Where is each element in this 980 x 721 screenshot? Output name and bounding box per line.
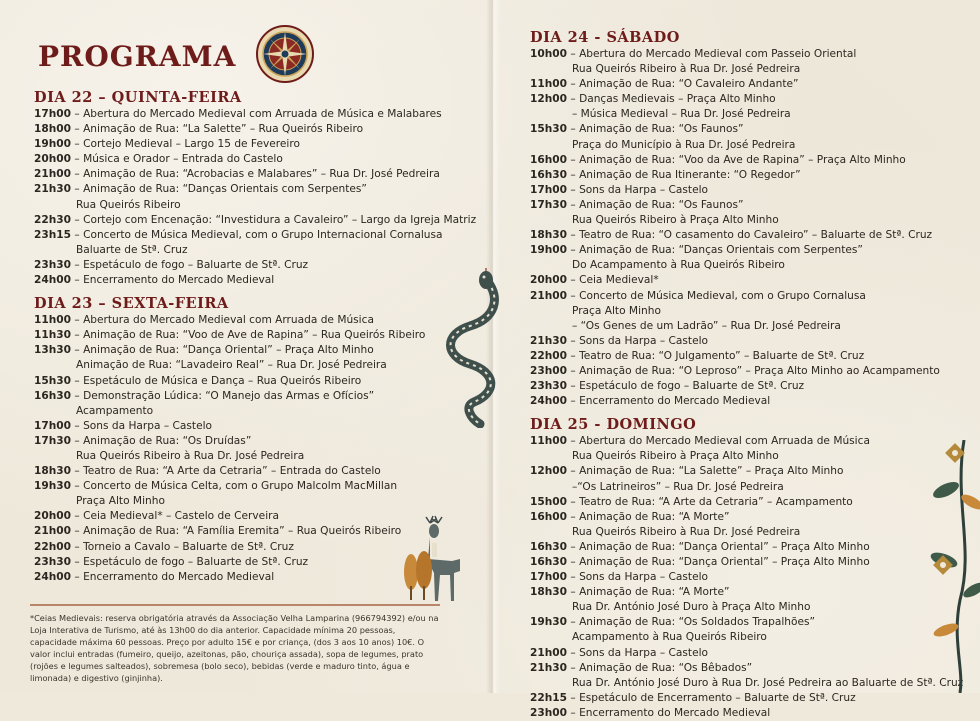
event-item: [530, 138, 960, 153]
event-text: Praça do Município à Rua Dr. José Pedreira: [572, 138, 796, 151]
event-time: 20h00: [530, 274, 568, 287]
event-text: – Animação de Rua: “Dança Oriental” – Praça Alto Minho: [567, 540, 870, 553]
event-text: Rua Queirós Ribeiro à Rua Dr. José Pedreira: [76, 449, 305, 462]
event-text: – Teatro de Rua: “O Julgamento” – Baluarte de Stª. Cruz: [567, 349, 865, 362]
event-text: – Abertura do Mercado Medieval com Passeio Oriental: [567, 48, 857, 60]
event-text: – Encerramento do Mercado Medieval: [71, 570, 275, 583]
event-text: – Espetáculo de Encerramento – Baluarte de Stª. Cruz: [567, 691, 856, 704]
event-text: – Animação de Rua: “Voo de Ave de Rapina” – Rua Queirós Ribeiro: [71, 329, 426, 342]
event-item: [34, 273, 474, 288]
event-item: [530, 540, 960, 555]
event-text: Rua Queirós Ribeiro à Rua Dr. José Pedreira: [572, 63, 801, 76]
event-text: – Animação de Rua: “Os Faunos”: [567, 123, 744, 136]
event-text: – Encerramento do Mercado Medieval: [567, 706, 771, 719]
event-text: Baluarte de Stª. Cruz: [76, 243, 188, 256]
event-text: – Sons da Harpa – Castelo: [567, 334, 709, 347]
event-text: – Ceia Medieval*: [567, 274, 659, 287]
day-heading: DIA 22 – QUINTA-FEIRA: [34, 89, 242, 106]
event-text: Praça Alto Minho: [572, 304, 661, 317]
leaf-branch-icon: [924, 440, 980, 693]
event-text: – Teatro de Rua: “A Arte da Cetraria” – Acampamento: [567, 495, 853, 508]
day-block-22: [34, 88, 477, 288]
event-list: [530, 47, 960, 409]
event-item: [530, 449, 960, 464]
event-item: [34, 107, 474, 122]
event-time: 23h30: [34, 258, 72, 271]
event-text: – Sons da Harpa – Castelo: [567, 646, 709, 659]
left-column: [34, 30, 477, 585]
event-time: 15h00: [530, 495, 568, 508]
event-time: 12h00: [530, 465, 568, 478]
event-text: Do Acampamento à Rua Queirós Ribeiro: [572, 259, 785, 272]
event-time: 17h00: [34, 419, 72, 432]
event-time: 16h30: [530, 540, 568, 553]
event-time: 23h00: [530, 364, 568, 377]
day-heading: DIA 24 - SÁBADO: [530, 29, 680, 46]
event-item: [34, 328, 474, 343]
event-text: – Animação de Rua: “Os Faunos”: [567, 198, 744, 211]
event-item: [34, 449, 474, 464]
event-text: – Animação de Rua: “Danças Orientais com Serpentes”: [71, 183, 367, 196]
event-text: – Abertura do Mercado Medieval com Arruada de Música: [71, 314, 374, 327]
event-text: Rua Dr. António José Duro à Praça Alto Minho: [572, 601, 811, 614]
event-text: – Animação de Rua: “Os Druídas”: [71, 434, 252, 447]
event-time: 16h30: [530, 556, 568, 568]
event-text: – Espetáculo de fogo – Baluarte de Stª. Cruz: [567, 380, 805, 393]
event-time: 15h30: [34, 374, 72, 387]
event-item: [530, 107, 960, 122]
event-item: [34, 228, 474, 243]
page-title: PROGRAMA: [38, 39, 237, 73]
event-text: Rua Queirós Ribeiro à Rua Dr. José Pedreira: [572, 525, 801, 538]
event-time: 21h00: [530, 289, 568, 302]
event-item: [530, 661, 960, 676]
event-item: [34, 313, 474, 328]
event-time: 18h30: [530, 229, 568, 242]
title-row: [38, 30, 474, 82]
event-time: 21h30: [34, 183, 72, 196]
event-text: Rua Queirós Ribeiro à Praça Alto Minho: [572, 450, 779, 463]
event-text: – “Os Genes de um Ladrão” – Rua Dr. José Pedreira: [572, 319, 841, 332]
event-time: 17h30: [34, 434, 72, 447]
event-item: [530, 258, 960, 273]
event-text: Rua Queirós Ribeiro: [76, 198, 181, 211]
event-item: [530, 92, 960, 107]
event-item: [530, 495, 960, 510]
event-item: [530, 228, 960, 243]
event-time: 16h00: [530, 510, 568, 523]
day-heading: DIA 23 – SEXTA-FEIRA: [34, 295, 229, 313]
event-item: [34, 358, 474, 373]
event-text: – Sons da Harpa – Castelo: [567, 183, 709, 196]
event-time: 11h00: [34, 314, 72, 327]
event-text: – Ceia Medieval* – Castelo de Cerveira: [71, 510, 279, 523]
event-time: 17h00: [34, 108, 72, 120]
event-text: – Animação de Rua: “La Salette” – Rua Queirós Ribeiro: [71, 123, 364, 136]
event-text: – Cortejo com Encenação: “Investidura a Cavaleiro” – Largo da Igreja Matriz: [71, 213, 477, 226]
event-text: – Animação de Rua: “Dança Oriental” – Praça Alto Minho: [567, 556, 870, 568]
event-item: [34, 479, 474, 494]
event-time: 21h30: [530, 661, 568, 674]
event-time: 23h30: [34, 555, 72, 568]
event-text: Rua Dr. António José Duro à Rua Dr. José Pedreira ao Baluarte de Stª. Cruz: [572, 676, 964, 689]
event-time: 18h30: [530, 586, 568, 599]
event-time: 23h00: [530, 706, 568, 719]
event-time: 15h30: [530, 123, 568, 136]
event-text: – Sons da Harpa – Castelo: [567, 571, 709, 584]
event-time: 16h30: [34, 389, 72, 402]
event-item: [530, 615, 960, 630]
event-text: – Encerramento do Mercado Medieval: [567, 395, 771, 408]
event-time: 22h00: [34, 540, 72, 553]
event-text: – Demonstração Lúdica: “O Manejo das Armas e Ofícios”: [71, 389, 375, 402]
event-time: 17h30: [530, 198, 568, 211]
event-item: [530, 122, 960, 137]
event-time: 12h00: [530, 93, 568, 106]
event-item: [530, 646, 960, 661]
event-item: [530, 379, 960, 394]
event-item: [34, 464, 474, 479]
event-time: 21h00: [530, 646, 568, 659]
event-text: Acampamento à Rua Queirós Ribeiro: [572, 631, 767, 644]
event-text: – Animação de Rua: “Dança Oriental” – Praça Alto Minho: [71, 344, 374, 357]
event-item: [530, 168, 960, 183]
event-text: – Sons da Harpa – Castelo: [71, 419, 213, 432]
event-item: [34, 152, 474, 167]
event-item: [530, 198, 960, 213]
snake-icon: [440, 268, 506, 428]
event-item: [530, 394, 960, 409]
event-text: – Música e Orador – Entrada do Castelo: [71, 153, 283, 166]
event-text: Praça Alto Minho: [76, 495, 165, 508]
compass-emblem-icon: [254, 23, 316, 85]
event-time: 16h00: [530, 153, 568, 166]
event-time: 21h00: [34, 525, 72, 538]
event-item: [530, 570, 960, 585]
event-item: [34, 137, 474, 152]
event-text: – Teatro de Rua: “A Arte da Cetraria” – Entrada do Castelo: [71, 465, 381, 478]
event-text: – Espetáculo de fogo – Baluarte de Stª. Cruz: [71, 555, 309, 568]
event-item: [34, 389, 474, 404]
event-time: 19h30: [34, 480, 72, 493]
event-text: – Encerramento do Mercado Medieval: [71, 274, 275, 287]
event-item: [530, 555, 960, 570]
event-text: – Animação de Rua: “O Leproso” – Praça Alto Minho ao Acampamento: [567, 364, 940, 377]
event-item: [530, 525, 960, 540]
event-time: 23h15: [34, 228, 72, 241]
event-item: [530, 304, 960, 319]
event-time: 17h00: [530, 571, 568, 584]
event-item: [530, 600, 960, 615]
event-item: [530, 77, 960, 92]
event-time: 13h30: [34, 344, 72, 357]
event-item: [530, 213, 960, 228]
event-text: Acampamento: [76, 404, 154, 417]
event-text: – Animação de Rua: “Acrobacias e Malabares” – Rua Dr. José Pedreira: [71, 168, 440, 181]
event-time: 20h00: [34, 510, 72, 523]
event-item: [34, 494, 474, 509]
event-item: [34, 167, 474, 182]
event-item: [530, 334, 960, 349]
event-text: – Espetáculo de fogo – Baluarte de Stª. Cruz: [71, 258, 309, 271]
event-time: 11h00: [530, 435, 568, 448]
event-time: 24h00: [34, 274, 72, 287]
event-text: – Animação de Rua: “Voo da Ave de Rapina” – Praça Alto Minho: [567, 153, 906, 166]
event-time: 20h00: [34, 153, 72, 166]
event-item: [530, 464, 960, 479]
event-item: [34, 343, 474, 358]
event-text: – Teatro de Rua: “O casamento do Cavaleiro” – Baluarte de Stª. Cruz: [567, 229, 933, 242]
event-text: – Animação de Rua: “A Família Eremita” – Rua Queirós Ribeiro: [71, 525, 402, 538]
event-time: 24h00: [530, 395, 568, 408]
event-text: – Animação de Rua: “A Morte”: [567, 586, 730, 599]
event-text: –“Os Latrineiros” – Rua Dr. José Pedreira: [572, 480, 784, 493]
event-time: 18h00: [34, 123, 72, 136]
event-item: [530, 349, 960, 364]
event-text: – Danças Medievais – Praça Alto Minho: [567, 93, 776, 106]
event-item: [34, 213, 477, 228]
event-item: [530, 691, 960, 706]
event-list: [530, 434, 964, 721]
event-item: [530, 434, 960, 449]
event-item: [34, 258, 474, 273]
event-time: 22h00: [530, 349, 568, 362]
event-list: [34, 107, 477, 288]
event-item: [530, 510, 960, 525]
day-block-24: [530, 28, 960, 409]
footnote: *Ceias Medievais: reserva obrigatória através da Associação Velha Lamparina (966794392) e/ou na Loja Interativa de Turismo, até às 13h00 do dia anterior. Capacidade mínima 20 pessoas, capacidade máxima 60 pessoas. Preço por adulto 15€ e por criança, (dos 3 aos 10 anos) 10€. O valor inclui entradas (fumeiro, queijo, azeitonas, pão, chouriça assada), sopa de legumes, prato (rojões e legumes salteados), sobremesa (bolo seco), bebidas (verde e maduro tinto, água e limonada) e digestivo (ginjinha).: [30, 604, 440, 684]
event-text: Rua Queirós Ribeiro à Praça Alto Minho: [572, 214, 779, 227]
event-item: [530, 153, 960, 168]
event-item: [34, 243, 474, 258]
event-item: [34, 374, 474, 389]
event-text: – Animação de Rua: “Os Bêbados”: [567, 661, 753, 674]
event-item: [530, 319, 960, 334]
event-text: – Concerto de Música Medieval, com o Grupo Internacional Cornalusa: [71, 228, 443, 241]
event-item: [530, 364, 960, 379]
event-text: – Música Medieval – Rua Dr. José Pedreira: [572, 108, 791, 121]
event-item: [530, 480, 960, 495]
tree-icon: [402, 550, 434, 600]
event-time: 24h00: [34, 570, 72, 583]
event-time: 11h30: [34, 329, 72, 342]
event-time: 22h30: [34, 213, 72, 226]
event-time: 21h30: [530, 334, 568, 347]
event-item: [530, 706, 960, 721]
event-time: 11h00: [530, 78, 568, 91]
event-text: – Concerto de Música Celta, com o Grupo Malcolm MacMillan: [71, 480, 398, 493]
event-text: – Concerto de Música Medieval, com o Grupo Cornalusa: [567, 289, 866, 302]
event-item: [530, 630, 960, 645]
event-item: [530, 585, 960, 600]
event-text: – Animação de Rua: “A Morte”: [567, 510, 730, 523]
event-time: 19h30: [530, 616, 568, 629]
event-time: 17h00: [530, 183, 568, 196]
event-text: – Animação de Rua Itinerante: “O Regedor”: [567, 168, 801, 181]
event-item: [530, 47, 960, 62]
right-column: [530, 28, 964, 721]
event-item: [530, 676, 964, 691]
event-item: [530, 289, 960, 304]
event-time: 10h00: [530, 48, 568, 60]
event-time: 23h30: [530, 380, 568, 393]
event-time: 19h00: [34, 138, 72, 151]
event-text: – Cortejo Medieval – Largo 15 de Fevereiro: [71, 138, 300, 151]
event-item: [34, 198, 474, 213]
event-text: – Abertura do Mercado Medieval com Arruada de Música: [567, 435, 870, 448]
event-text: – Espetáculo de Música e Dança – Rua Queirós Ribeiro: [71, 374, 362, 387]
event-item: [34, 122, 474, 137]
event-item: [34, 419, 474, 434]
event-time: 22h15: [530, 691, 568, 704]
event-item: [530, 183, 960, 198]
day-block-25: [530, 415, 964, 721]
event-text: – Animação de Rua: “La Salette” – Praça Alto Minho: [567, 465, 844, 478]
event-time: 19h00: [530, 244, 568, 257]
event-item: [530, 62, 960, 77]
event-text: Animação de Rua: “Lavadeiro Real” – Rua Dr. José Pedreira: [76, 359, 387, 372]
event-text: – Torneio a Cavalo – Baluarte de Stª. Cruz: [71, 540, 294, 553]
day-heading: DIA 25 - DOMINGO: [530, 416, 697, 434]
event-text: – Animação de Rua: “Danças Orientais com Serpentes”: [567, 244, 863, 257]
event-text: – Abertura do Mercado Medieval com Arruada de Música e Malabares: [71, 108, 442, 120]
event-item: [34, 182, 474, 197]
event-item: [530, 243, 960, 258]
event-item: [34, 434, 474, 449]
event-text: – Animação de Rua: “O Cavaleiro Andante”: [567, 78, 799, 91]
event-time: 16h30: [530, 168, 568, 181]
event-text: – Animação de Rua: “Os Soldados Trapalhões”: [567, 616, 816, 629]
event-time: 21h00: [34, 168, 72, 181]
event-time: 18h30: [34, 465, 72, 478]
event-item: [34, 404, 474, 419]
event-item: [530, 273, 960, 288]
